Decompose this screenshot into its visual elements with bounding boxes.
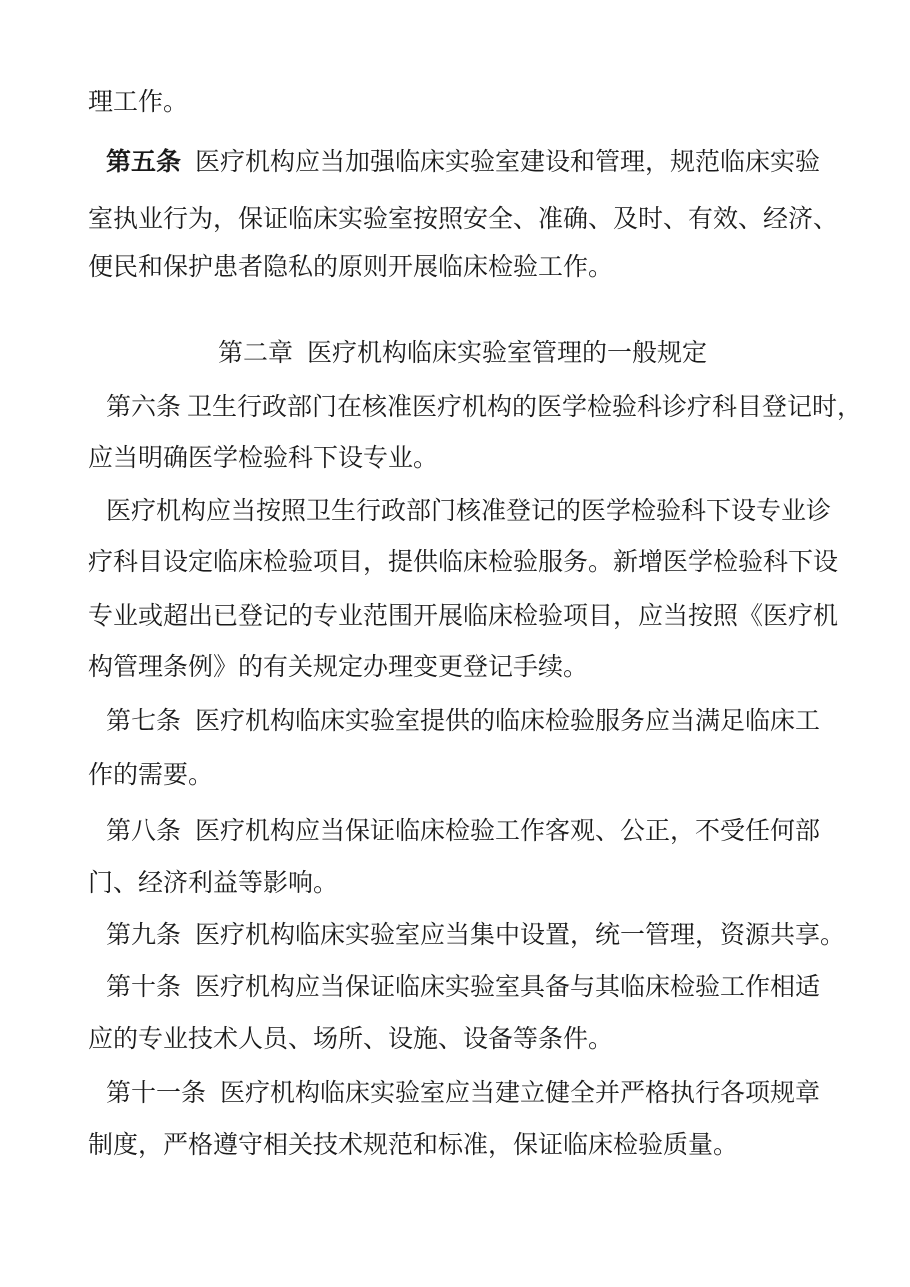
article10-label: 第十条 [106,972,182,1001]
chapter-label: 第二章 [218,338,294,367]
article8-line1 [106,815,820,847]
article10-line2 [88,1023,613,1055]
article9-text1: 医疗机构临床实验室应当集中设置，统一管理，资源共享。 [195,920,846,949]
article6-text1: 卫生行政部门在核准医疗机构的医学检验科诊疗科目登记时， [187,392,863,421]
paragraph-extra-line4 [88,651,588,683]
article5-label: 第五条 [106,147,182,176]
chapter-heading [218,337,707,369]
paragraph-extra-line1 [106,495,831,527]
article11-line2 [88,1129,738,1161]
article5-line3 [88,251,613,283]
paragraph-extra-text4: 构管理条例》的有关规定办理变更登记手续。 [88,652,589,681]
paragraph-extra-text1: 医疗机构应当按照卫生行政部门核准登记的医学检验科下设专业诊 [106,496,832,525]
article11-text2: 制度，严格遵守相关技术规范和标准，保证临床检验质量。 [88,1130,739,1159]
article11-line1 [106,1077,820,1109]
top-fragment [88,86,188,118]
article5-line2 [88,203,838,235]
article7-line1 [106,705,820,737]
article6-label: 第六条 [106,392,182,421]
article7-label: 第七条 [106,706,182,735]
article7-text2: 作的需要。 [88,760,214,789]
article10-line1 [106,971,820,1003]
article8-label: 第八条 [106,816,182,845]
paragraph-extra-text3: 专业或超出已登记的专业范围开展临床检验项目，应当按照《医疗机 [88,601,839,630]
paragraph-extra-line2 [88,546,838,578]
article11-text1: 医疗机构临床实验室应当建立健全并严格执行各项规章 [220,1078,821,1107]
top-fragment-text: 理工作。 [88,87,189,116]
article7-line2 [88,759,213,791]
paragraph-extra-text2: 疗科目设定临床检验项目，提供临床检验服务。新增医学检验科下设 [88,547,839,576]
article5-text2: 室执业行为，保证临床实验室按照安全、准确、及时、有效、经济、 [88,204,839,233]
chapter-title: 医疗机构临床实验室管理的一般规定 [307,338,708,367]
paragraph-extra-line3 [88,600,838,632]
article10-text2: 应的专业技术人员、场所、设施、设备等条件。 [88,1024,614,1053]
article8-text2: 门、经济利益等影响。 [88,868,339,897]
article10-text1: 医疗机构应当保证临床实验室具备与其临床检验工作相适 [195,972,821,1001]
article9-line1 [106,919,845,951]
article6-line1 [106,391,862,423]
article6-text2: 应当明确医学检验科下设专业。 [88,443,439,472]
article7-text1: 医疗机构临床实验室提供的临床检验服务应当满足临床工 [195,706,821,735]
article5-text3: 便民和保护患者隐私的原则开展临床检验工作。 [88,252,614,281]
article5-text1: 医疗机构应当加强临床实验室建设和管理，规范临床实验 [195,147,821,176]
article5-line1 [106,146,820,178]
article6-line2 [88,442,438,474]
article9-label: 第九条 [106,920,182,949]
article8-line2 [88,867,338,899]
article11-label: 第十一条 [106,1078,207,1107]
article8-text1: 医疗机构应当保证临床检验工作客观、公正，不受任何部 [195,816,821,845]
